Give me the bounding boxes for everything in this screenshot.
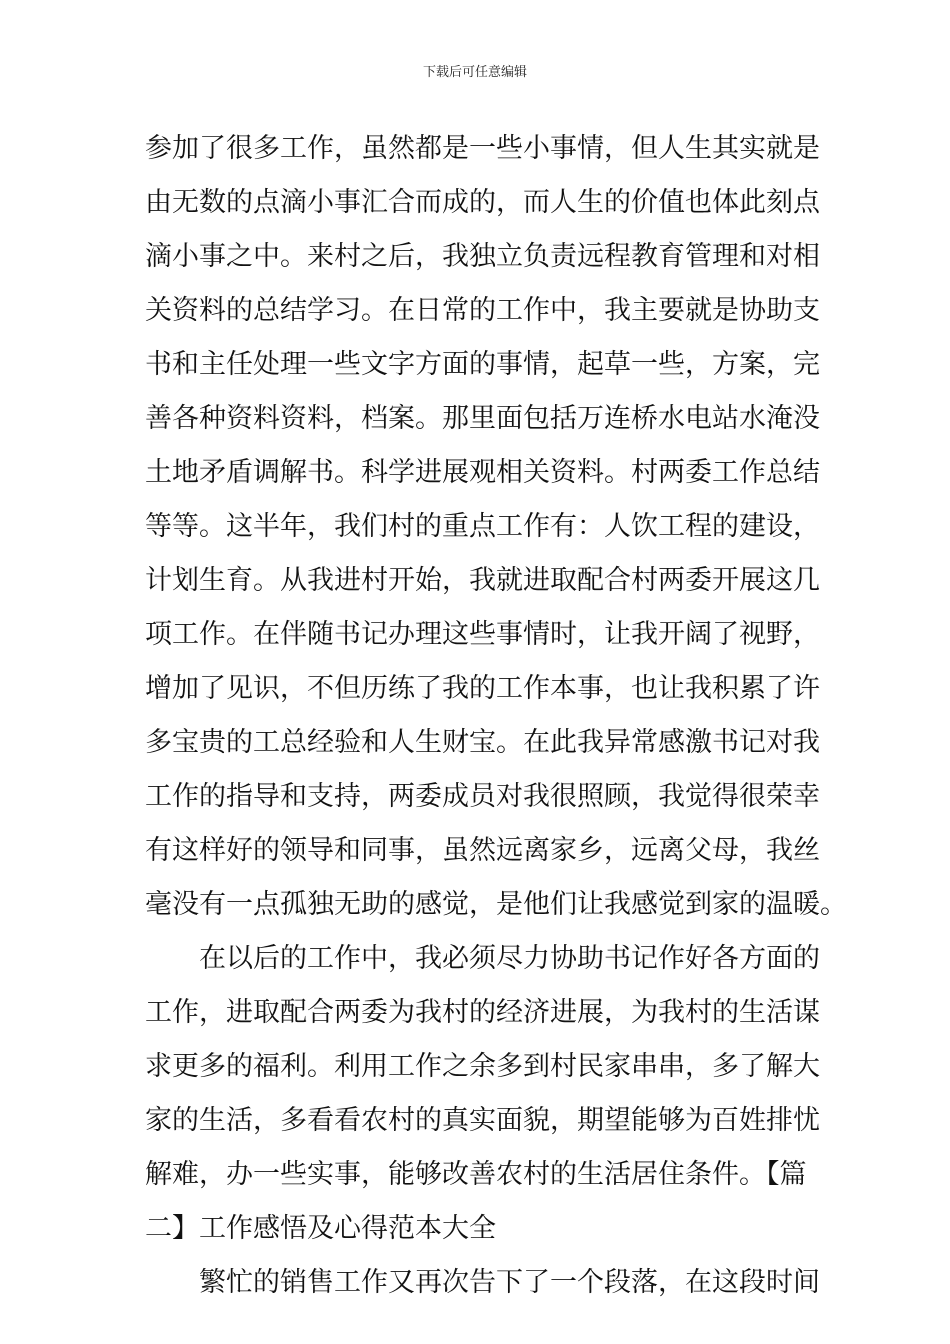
body-line: 在以后的工作中，我必须尽力协助书记作好各方面的	[199, 943, 820, 974]
body-line: 繁忙的销售工作又再次告下了一个段落，在这段时间	[199, 1267, 820, 1298]
body-line: 工作，进取配合两委为我村的经济进展，为我村的生活谋	[145, 997, 820, 1028]
body-line: 有这样好的领导和同事，虽然远离家乡，远离父母，我丝	[145, 835, 820, 866]
body-line: 书和主任处理一些文字方面的事情，起草一些，方案，完	[145, 349, 820, 380]
body-line: 工作的指导和支持，两委成员对我很照顾，我觉得很荣幸	[145, 781, 820, 812]
body-line: 滴小事之中。来村之后，我独立负责远程教育管理和对相	[145, 241, 820, 272]
body-line: 毫没有一点孤独无助的感觉，是他们让我感觉到家的温暖。	[145, 889, 847, 920]
body-line: 土地矛盾调解书。科学进展观相关资料。村两委工作总结	[145, 457, 820, 488]
body-line: 增加了见识，不但历练了我的工作本事，也让我积累了许	[145, 673, 820, 704]
body-line: 计划生育。从我进村开始，我就进取配合村两委开展这几	[145, 565, 820, 596]
body-line: 善各种资料资料，档案。那里面包括万连桥水电站水淹没	[145, 403, 820, 434]
body-line: 解难，办一些实事，能够改善农村的生活居住条件。【篇	[145, 1159, 807, 1190]
body-line: 关资料的总结学习。在日常的工作中，我主要就是协助支	[145, 295, 820, 326]
body-line: 项工作。在伴随书记办理这些事情时，让我开阔了视野，	[145, 619, 820, 650]
section-heading: 二】工作感悟及心得范本大全	[145, 1213, 496, 1244]
body-line: 求更多的福利。利用工作之余多到村民家串串，多了解大	[145, 1051, 820, 1082]
body-line: 参加了很多工作，虽然都是一些小事情，但人生其实就是	[145, 133, 820, 164]
document-body	[145, 122, 847, 1310]
body-line: 多宝贵的工总经验和人生财宝。在此我异常感激书记对我	[145, 727, 820, 758]
body-line: 家的生活，多看看农村的真实面貌，期望能够为百姓排忧	[145, 1105, 820, 1136]
body-line: 等等。这半年，我们村的重点工作有：人饮工程的建设，	[145, 511, 820, 542]
body-line: 由无数的点滴小事汇合而成的，而人生的价值也体此刻点	[145, 187, 820, 218]
page-header: 下载后可任意编辑	[422, 65, 527, 80]
